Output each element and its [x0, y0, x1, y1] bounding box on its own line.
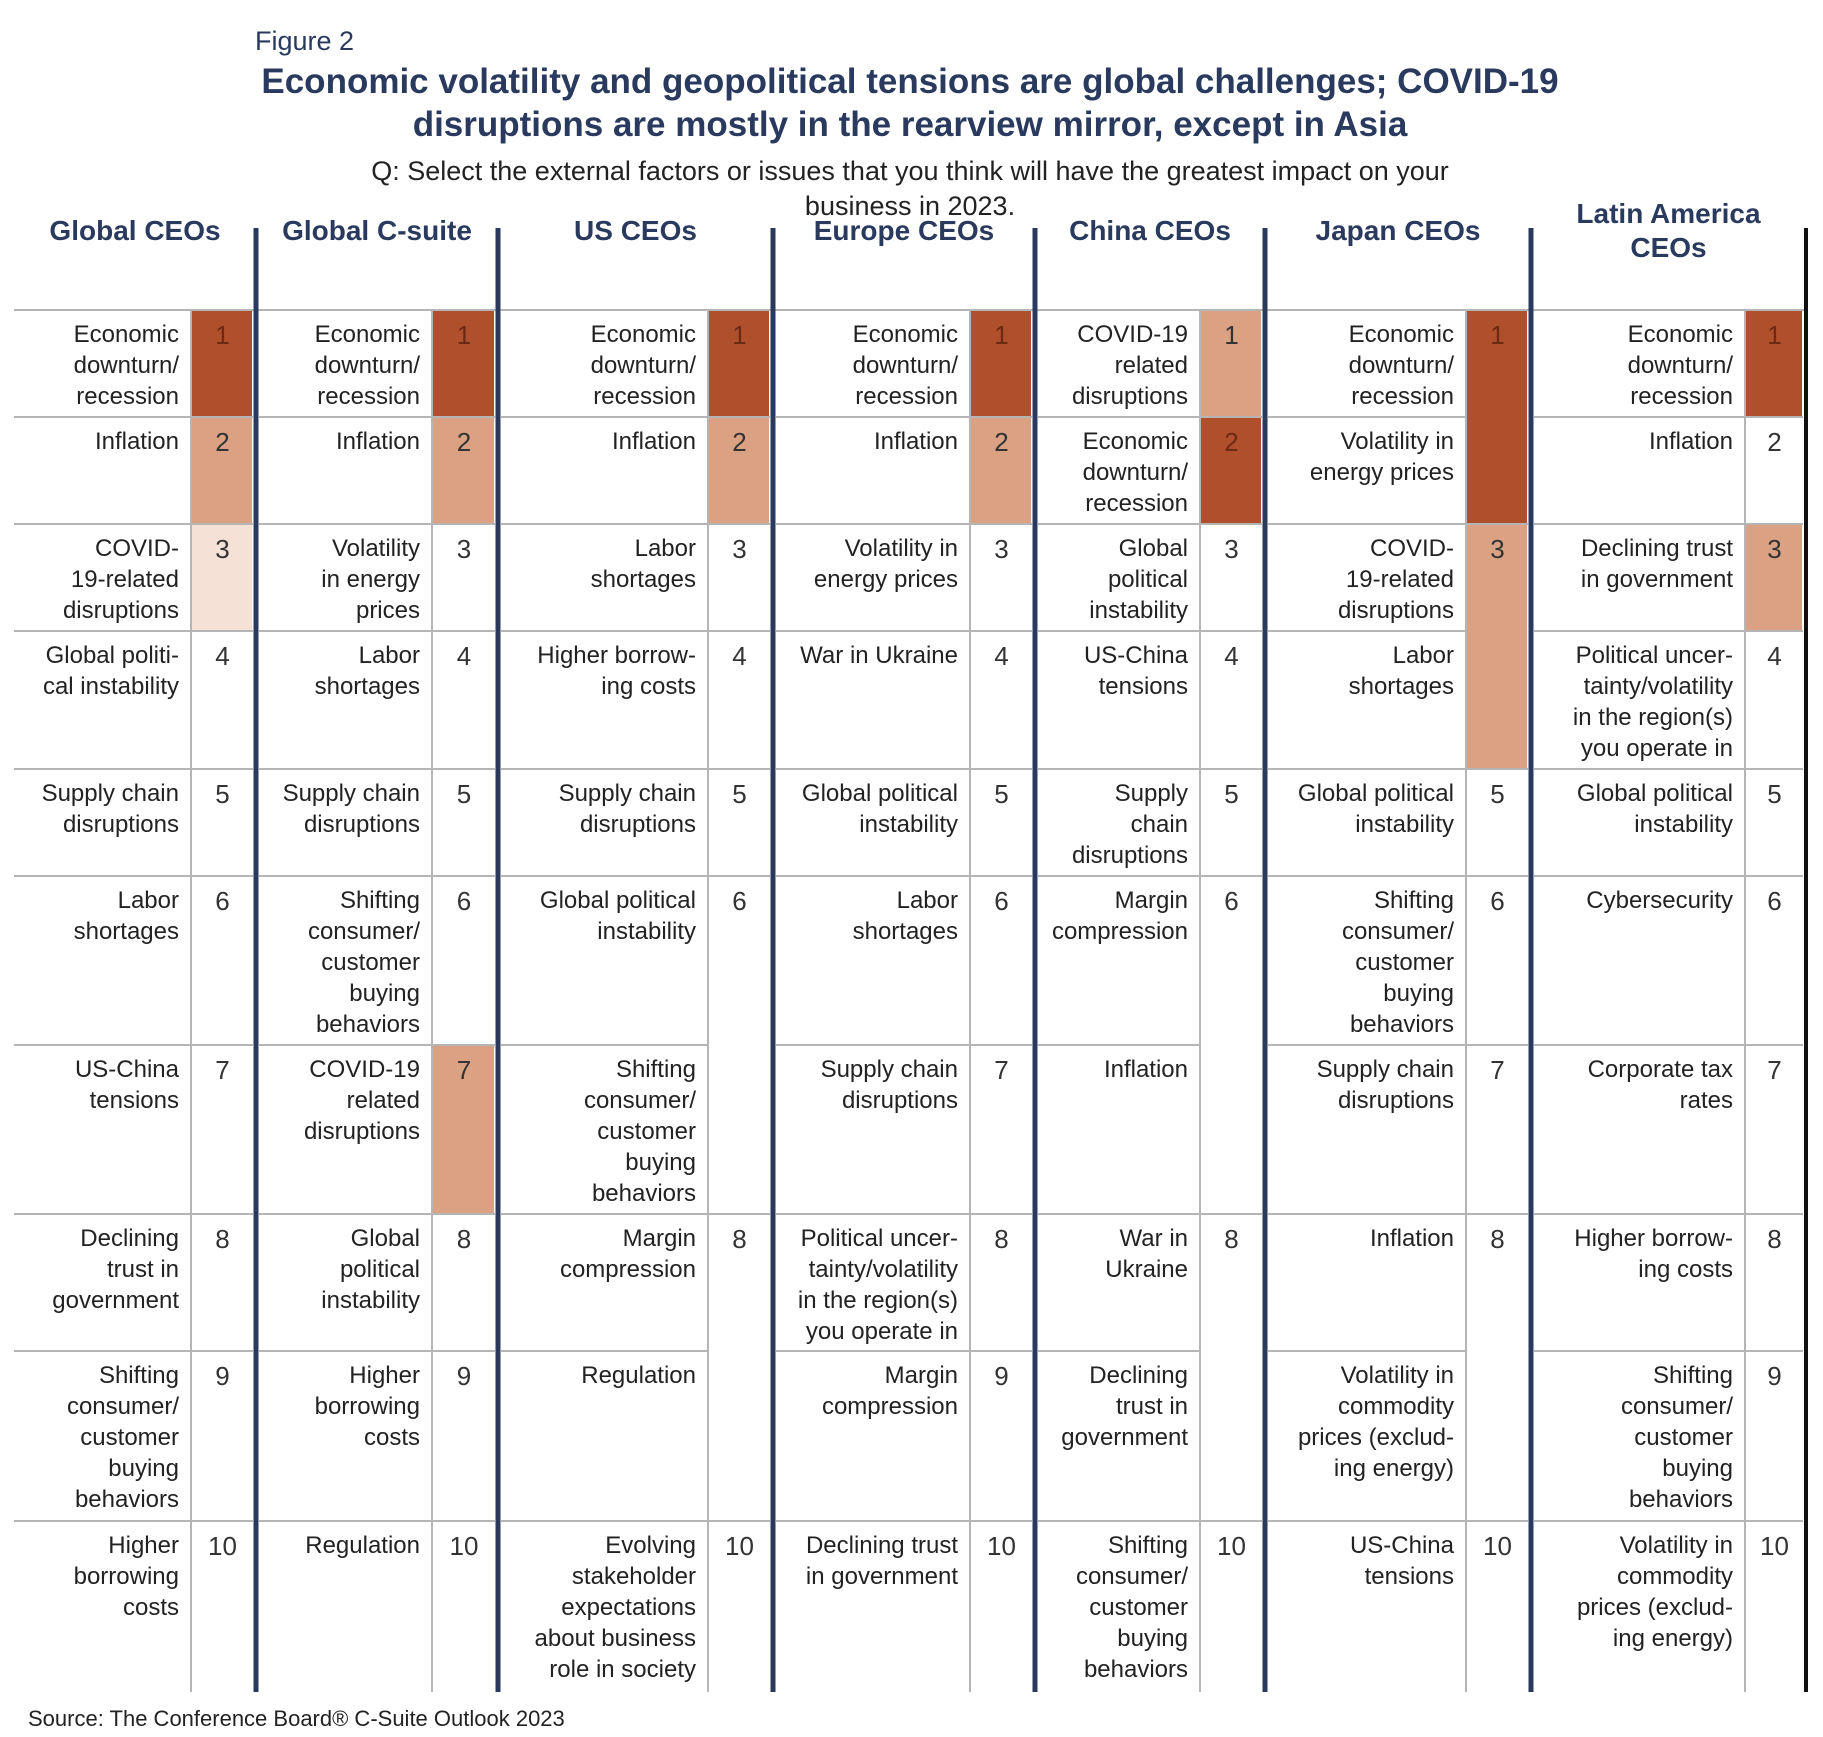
rank-number: 1 — [1767, 320, 1782, 350]
rank-number: 4 — [456, 641, 472, 671]
factor-label: Regulation — [581, 1362, 696, 1389]
rank-number: 9 — [215, 1361, 230, 1391]
factor-label: Economic downturn/ recession — [1627, 321, 1733, 410]
factor-label: Labor shortages — [1348, 642, 1454, 700]
factor-label: Labor shortages — [852, 887, 958, 945]
column-5 — [1038, 215, 1262, 1692]
rank-number: 9 — [1767, 1361, 1782, 1391]
factor-label: Inflation — [873, 428, 958, 455]
factor-label: War in Ukraine — [1105, 1225, 1188, 1283]
factor-label: Global political instability — [321, 1225, 420, 1314]
factor-label: Volatility in commodity prices (exclud-ing energy) — [1297, 1362, 1454, 1482]
factor-label: Volatility in commodity prices (exclud-ing energy) — [1576, 1532, 1733, 1652]
factor-label: Inflation — [1648, 428, 1733, 455]
rank-number: 6 — [456, 886, 472, 916]
rank-number: 5 — [732, 779, 747, 809]
survey-question-line-2: business in 2023. — [804, 191, 1016, 221]
factor-label: Shifting consumer/ customer buying behaviors — [1341, 887, 1454, 1038]
factor-label: COVID-19-related disruptions — [62, 535, 179, 624]
factor-label: Declining trust in government — [52, 1225, 179, 1314]
factor-label: Shifting consumer/ customer buying behaviors — [66, 1362, 179, 1513]
factor-label: US-China tensions — [74, 1056, 179, 1114]
factor-label: Margin compression — [1051, 887, 1188, 945]
factor-label: Inflation — [1369, 1225, 1454, 1252]
rank-number: 1 — [1224, 320, 1239, 350]
factor-label: Global political instability — [539, 887, 696, 945]
rank-number: 6 — [1490, 886, 1505, 916]
factor-label: Cybersecurity — [1586, 887, 1733, 914]
rank-number: 8 — [215, 1224, 230, 1254]
rank-number: 6 — [732, 886, 747, 916]
factor-label: Margin compression — [559, 1225, 696, 1283]
rank-number: 5 — [1490, 779, 1505, 809]
factor-label: Volatility in energy prices — [1309, 428, 1454, 486]
column-header: Europe CEOs — [813, 215, 995, 246]
rank-number: 7 — [1767, 1055, 1782, 1085]
rank-number: 3 — [456, 534, 472, 564]
factor-label: Economic downturn/ recession — [1348, 321, 1454, 410]
factor-label: Global political instability — [1089, 535, 1188, 624]
column-7 — [1534, 198, 1803, 1692]
factor-label: Corporate tax rates — [1587, 1056, 1733, 1114]
rank-number: 1 — [732, 320, 747, 350]
factor-label: Evolving stakeholder expectations about business role in society — [534, 1532, 696, 1683]
rank-number: 2 — [1767, 427, 1782, 457]
factor-label: Higher borrowing costs — [314, 1362, 420, 1451]
rank-number: 8 — [456, 1224, 472, 1254]
rank-number: 8 — [1767, 1224, 1782, 1254]
rank-number: 4 — [994, 641, 1009, 671]
factor-label: Political uncer-tainty/volatility in the region(s) you operate in — [797, 1225, 958, 1345]
rank-number: 4 — [732, 641, 747, 671]
column-header: Latin America CEOs — [1576, 198, 1761, 263]
rank-number: 8 — [1490, 1224, 1505, 1254]
factor-label: Declining trust in government — [805, 1532, 958, 1590]
column-3 — [501, 215, 770, 1692]
factor-label: Margin compression — [821, 1362, 958, 1420]
factor-label: Higher borrow-ing costs — [537, 642, 696, 700]
factor-label: Declining trust in government — [1061, 1362, 1188, 1451]
rank-number: 7 — [994, 1055, 1009, 1085]
rank-number: 8 — [1224, 1224, 1239, 1254]
rank-number: 10 — [208, 1531, 237, 1561]
rank-number: 6 — [994, 886, 1009, 916]
rank-number: 2 — [456, 427, 472, 457]
rank-number: 3 — [994, 534, 1009, 564]
rank-number: 5 — [215, 779, 230, 809]
factor-label: COVID-19 related disruptions — [1071, 321, 1188, 410]
rank-number: 3 — [1767, 534, 1782, 564]
rank-number: 1 — [1490, 320, 1505, 350]
rank-number: 7 — [215, 1055, 230, 1085]
factor-label: Inflation — [94, 428, 179, 455]
rank-number: 2 — [732, 427, 747, 457]
rank-number: 10 — [449, 1531, 479, 1561]
column-header: Global C-suite — [282, 215, 472, 246]
rank-number: 8 — [732, 1224, 747, 1254]
rank-number: 2 — [1224, 427, 1239, 457]
column-header: China CEOs — [1069, 215, 1231, 246]
factor-label: Supply chain disruptions — [1071, 780, 1188, 869]
rank-number: 3 — [215, 534, 230, 564]
rank-number: 5 — [1224, 779, 1239, 809]
factor-label: Labor shortages — [590, 535, 696, 593]
rank-number: 7 — [1490, 1055, 1505, 1085]
rank-number: 3 — [1224, 534, 1239, 564]
rank-number: 10 — [987, 1531, 1016, 1561]
rank-number: 2 — [215, 427, 230, 457]
column-6 — [1268, 215, 1528, 1692]
rank-number: 3 — [1490, 534, 1505, 564]
column-4 — [776, 215, 1032, 1692]
rank-number: 3 — [732, 534, 747, 564]
factor-label: Inflation — [335, 428, 420, 455]
column-1 — [14, 215, 253, 1692]
factor-label: Global politi-cal instability — [42, 642, 179, 700]
column-header: Global CEOs — [49, 215, 221, 246]
factor-label: Inflation — [1103, 1056, 1188, 1083]
source-note: Source: The Conference Board® C-Suite Outlook 2023 — [28, 1706, 565, 1731]
rank-number: 8 — [994, 1224, 1009, 1254]
factor-label: Global political instability — [1576, 780, 1733, 838]
rank-number: 6 — [1224, 886, 1239, 916]
factor-label: Economic downturn/ recession — [852, 321, 958, 410]
rank-number: 6 — [215, 886, 230, 916]
factor-label: Political uncer-tainty/volatility in the region(s) you operate in — [1572, 642, 1733, 762]
rank-number: 5 — [456, 779, 472, 809]
factor-label: US-China tensions — [1083, 642, 1188, 700]
factor-label: Supply chain disruptions — [820, 1056, 958, 1114]
rank-number: 4 — [1767, 641, 1782, 671]
column-header: Japan CEOs — [1315, 215, 1481, 246]
rank-number: 9 — [994, 1361, 1009, 1391]
rank-number: 10 — [1760, 1531, 1789, 1561]
rank-number: 10 — [1483, 1531, 1512, 1561]
rank-number: 1 — [994, 320, 1009, 350]
factor-label: Economic downturn/ recession — [590, 321, 696, 410]
column-header: US CEOs — [574, 215, 697, 246]
rank-number: 1 — [456, 320, 472, 350]
rank-number: 5 — [1767, 779, 1782, 809]
factor-label: Higher borrowing costs — [73, 1532, 179, 1621]
rank-number: 2 — [994, 427, 1009, 457]
factor-label: War in Ukraine — [800, 642, 958, 669]
factor-label: US-China tensions — [1349, 1532, 1454, 1590]
factor-label: Inflation — [611, 428, 696, 455]
chart-title-line-1: Economic volatility and geopolitical tensions are global challenges; COVID-19 — [261, 62, 1559, 101]
factor-label: Economic downturn/ recession — [73, 321, 179, 410]
factor-label: Economic downturn/ recession — [314, 321, 420, 410]
factor-label: COVID-19 related disruptions — [303, 1056, 420, 1145]
factor-label: Regulation — [305, 1532, 420, 1559]
factor-label: Volatility in energy prices — [813, 535, 958, 593]
survey-question-line-1: Q: Select the external factors or issues that you think will have the greatest impact on your — [371, 156, 1449, 186]
factor-label: Supply chain disruptions — [558, 780, 696, 838]
factor-label: Supply chain disruptions — [41, 780, 179, 838]
factor-label: Volatility in energy prices — [321, 535, 420, 624]
factor-label: Economic downturn/ recession — [1082, 428, 1188, 517]
rank-number: 4 — [1224, 641, 1239, 671]
rank-number: 6 — [1767, 886, 1782, 916]
rank-number: 5 — [994, 779, 1009, 809]
factor-label: Shifting consumer/ customer buying behaviors — [1075, 1532, 1188, 1683]
factor-label: Higher borrow-ing costs — [1574, 1225, 1733, 1283]
factor-label: COVID-19-related disruptions — [1337, 535, 1454, 624]
factor-label: Global political instability — [1297, 780, 1454, 838]
factor-label: Labor shortages — [314, 642, 420, 700]
rank-number: 10 — [1217, 1531, 1246, 1561]
factor-label: Declining trust in government — [1580, 535, 1733, 593]
rank-number: 9 — [456, 1361, 472, 1391]
chart-title-line-2: disruptions are mostly in the rearview mirror, except in Asia — [412, 105, 1408, 144]
rank-number: 10 — [725, 1531, 754, 1561]
factor-label: Shifting consumer/ customer buying behaviors — [1620, 1362, 1733, 1513]
factor-label: Shifting consumer/ customer buying behaviors — [307, 887, 420, 1038]
factor-label: Global political instability — [801, 780, 958, 838]
factor-label: Supply chain disruptions — [282, 780, 420, 838]
factor-label: Labor shortages — [73, 887, 179, 945]
figure-label: Figure 2 — [255, 26, 355, 56]
rank-number: 7 — [456, 1055, 472, 1085]
column-2 — [259, 215, 495, 1692]
factor-label: Shifting consumer/ customer buying behaviors — [583, 1056, 696, 1207]
rank-number: 4 — [215, 641, 230, 671]
rank-number: 1 — [215, 320, 230, 350]
factor-label: Supply chain disruptions — [1316, 1056, 1454, 1114]
